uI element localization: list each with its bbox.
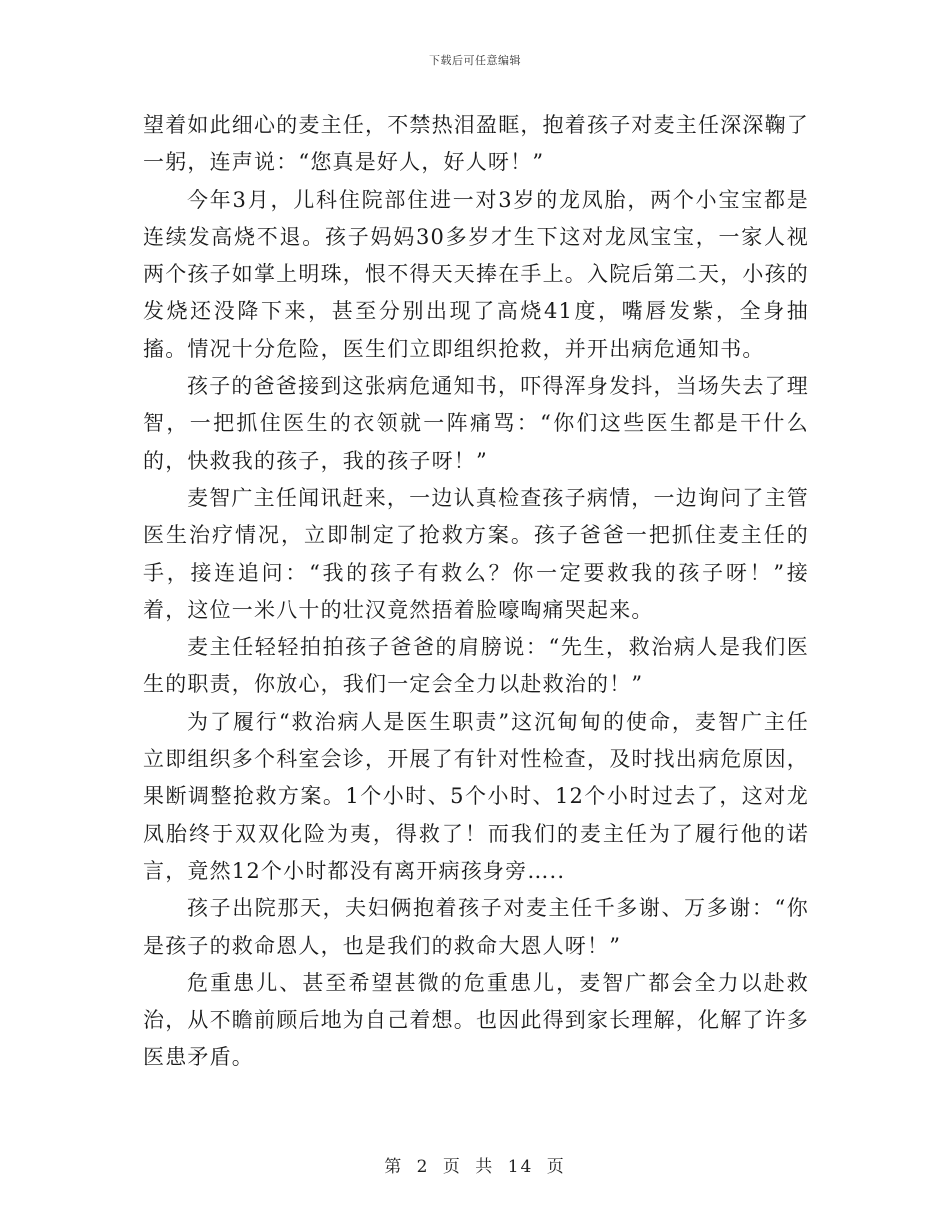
paragraph-5: 麦主任轻轻拍拍孩子爸爸的肩膀说：“先生，救治病人是我们医生的职责，你放心，我们一定会全力以赴救治的！”: [143, 635, 809, 697]
paragraph-2: 今年3月，儿科住院部住进一对3岁的龙凤胎，两个小宝宝都是连续发高烧不退。孩子妈妈30多岁才生下这对龙凤宝宝，一家人视两个孩子如掌上明珠，恨不得天天捧在手上。入院后第二天，小孩的发烧还没降下来，甚至分别出现了高烧41度，嘴唇发紫，全身抽搐。情况十分危险，医生们立即组织抢救，并开出病危通知书。: [143, 187, 809, 361]
paragraph-4: 麦智广主任闻讯赶来，一边认真检查孩子病情，一边询问了主管医生治疗情况，立即制定了抢救方案。孩子爸爸一把抓住麦主任的手，接连追问：“我的孩子有救么？你一定要救我的孩子呀！”接着，这位一米八十的壮汉竟然捂着脸嚎啕痛哭起来。: [143, 485, 809, 622]
page-footer: 第 2 页 共 14 页: [384, 1157, 566, 1177]
paragraph-7: 孩子出院那天，夫妇俩抱着孩子对麦主任千多谢、万多谢：“你是孩子的救命恩人，也是我们的救命大恩人呀！”: [143, 896, 809, 958]
paragraph-6: 为了履行“救治病人是医生职责”这沉甸甸的使命，麦智广主任立即组织多个科室会诊，开展了有针对性检查，及时找出病危原因，果断调整抢救方案。1个小时、5个小时、12个小时过去了，这对龙凤胎终于双双化险为夷，得救了！而我们的麦主任为了履行他的诺言，竟然12个小时都没有离开病孩身旁…..: [143, 709, 809, 883]
paragraph-3: 孩子的爸爸接到这张病危通知书，吓得浑身发抖，当场失去了理智，一把抓住医生的衣领就一阵痛骂：“你们这些医生都是干什么的，快救我的孩子，我的孩子呀！”: [143, 374, 809, 473]
paragraph-1: 望着如此细心的麦主任，不禁热泪盈眶，抱着孩子对麦主任深深鞠了一躬，连声说：“您真是好人，好人呀！”: [143, 113, 809, 175]
page-header: 下载后可任意编辑: [429, 54, 521, 67]
document-body: [143, 107, 809, 1077]
paragraph-8: 危重患儿、甚至希望甚微的危重患儿，麦智广都会全力以赴救治，从不瞻前顾后地为自己着想。也因此得到家长理解，化解了许多医患矛盾。: [143, 970, 809, 1070]
